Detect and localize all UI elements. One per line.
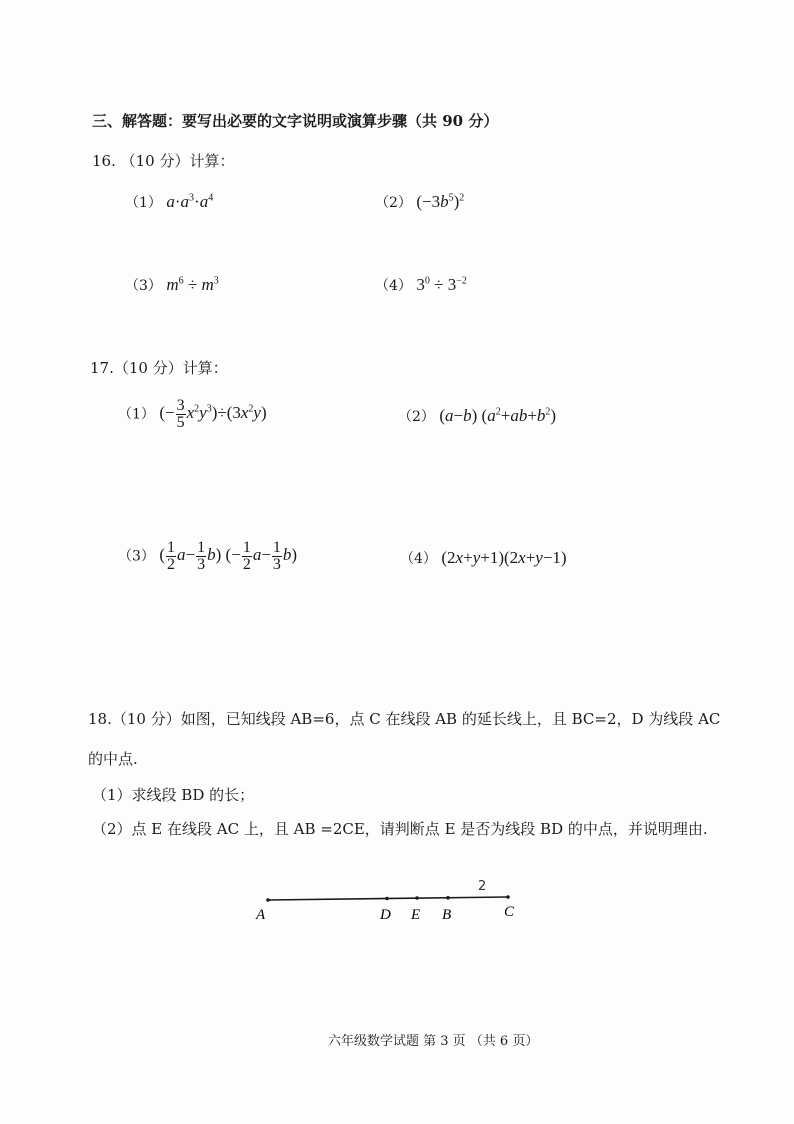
fraction: $\frac{1}{3}$ bbox=[197, 539, 206, 573]
q18-sub-2: （2）点 E 在线段 AC 上，且 AB =2CE，请判断点 E 是否为线段 BD 的中点，并说明理由. bbox=[92, 820, 708, 838]
q17-item-2 bbox=[398, 406, 556, 426]
fraction: $\frac{1}{3}$ bbox=[272, 539, 281, 573]
point-a-label: A bbox=[256, 907, 266, 923]
q17-expr-1: (− $\frac{3}{5}$ $x^2y^3)\div(3x^2y)$ bbox=[159, 397, 267, 431]
q17-expr-4: (2x+y+1)(2x+y−1) bbox=[441, 548, 567, 567]
item-number: （3） bbox=[125, 278, 162, 294]
point-b-label: B bbox=[442, 907, 452, 923]
q17-header: 17.（10 分）计算： bbox=[90, 359, 228, 377]
point-e-label: E bbox=[411, 907, 421, 923]
point-d-dot bbox=[385, 897, 389, 901]
q16-expr-1: $a\cdot a^3\cdot a^4$ bbox=[166, 192, 214, 211]
q17-item-3 bbox=[118, 540, 297, 573]
item-number: （4） bbox=[375, 278, 412, 294]
q17-expr-3: ( $\frac{1}{2}$ a− $\frac{1}{3}$ b) (− $\frac{1}{2}$ a− $\frac{1}{3}$ b) bbox=[159, 539, 298, 573]
point-b-dot bbox=[446, 896, 450, 900]
fraction: $\frac{1}{2}$ bbox=[167, 539, 176, 573]
item-number: （4） bbox=[400, 551, 437, 567]
page-footer: 六年级数学试题 第 3 页 （共 6 页） bbox=[328, 1034, 539, 1049]
q18-sub-1: （1）求线段 BD 的长； bbox=[92, 786, 255, 804]
item-number: （2） bbox=[398, 409, 435, 425]
fraction: $\frac{1}{2}$ bbox=[242, 539, 251, 573]
q16-header: 16. （10 分）计算： bbox=[92, 152, 235, 170]
point-d-label: D bbox=[380, 907, 391, 923]
handwritten-note: 2 bbox=[478, 879, 487, 894]
section-title: 三、解答题：要写出必要的文字说明或演算步骤（共 90 分） bbox=[92, 112, 499, 130]
item-number: （1） bbox=[118, 406, 155, 423]
q17-item-1 bbox=[118, 398, 267, 431]
q16-expr-2: $(-3b^5)^2$ bbox=[416, 192, 465, 211]
q16-expr-4: $3^0 \div 3^{-2}$ bbox=[416, 275, 467, 294]
q18-line-2: 的中点. bbox=[88, 750, 138, 768]
point-a-dot bbox=[266, 898, 270, 902]
q16-item-2 bbox=[375, 192, 464, 212]
q16-item-4 bbox=[375, 275, 467, 295]
fraction: $\frac{3}{5}$ bbox=[176, 397, 185, 431]
q16-expr-3: $m^6 \div m^3$ bbox=[166, 275, 219, 294]
q17-item-4 bbox=[400, 548, 567, 568]
segment-figure bbox=[240, 872, 540, 932]
point-e-dot bbox=[415, 896, 419, 900]
item-number: （1） bbox=[125, 195, 162, 211]
q16-item-3 bbox=[125, 275, 219, 295]
q16-item-1 bbox=[125, 192, 213, 212]
q18-line-1: 18.（10 分）如图，已知线段 AB=6，点 C 在线段 AB 的延长线上，且 BC=2，D 为线段 AC bbox=[88, 710, 721, 728]
item-number: （2） bbox=[375, 195, 412, 211]
item-number: （3） bbox=[118, 548, 155, 565]
point-c-dot bbox=[506, 895, 510, 899]
point-c-label: C bbox=[504, 904, 515, 920]
q17-expr-2: (a−b) $(a^2+ab+b^2)$ bbox=[439, 406, 557, 425]
